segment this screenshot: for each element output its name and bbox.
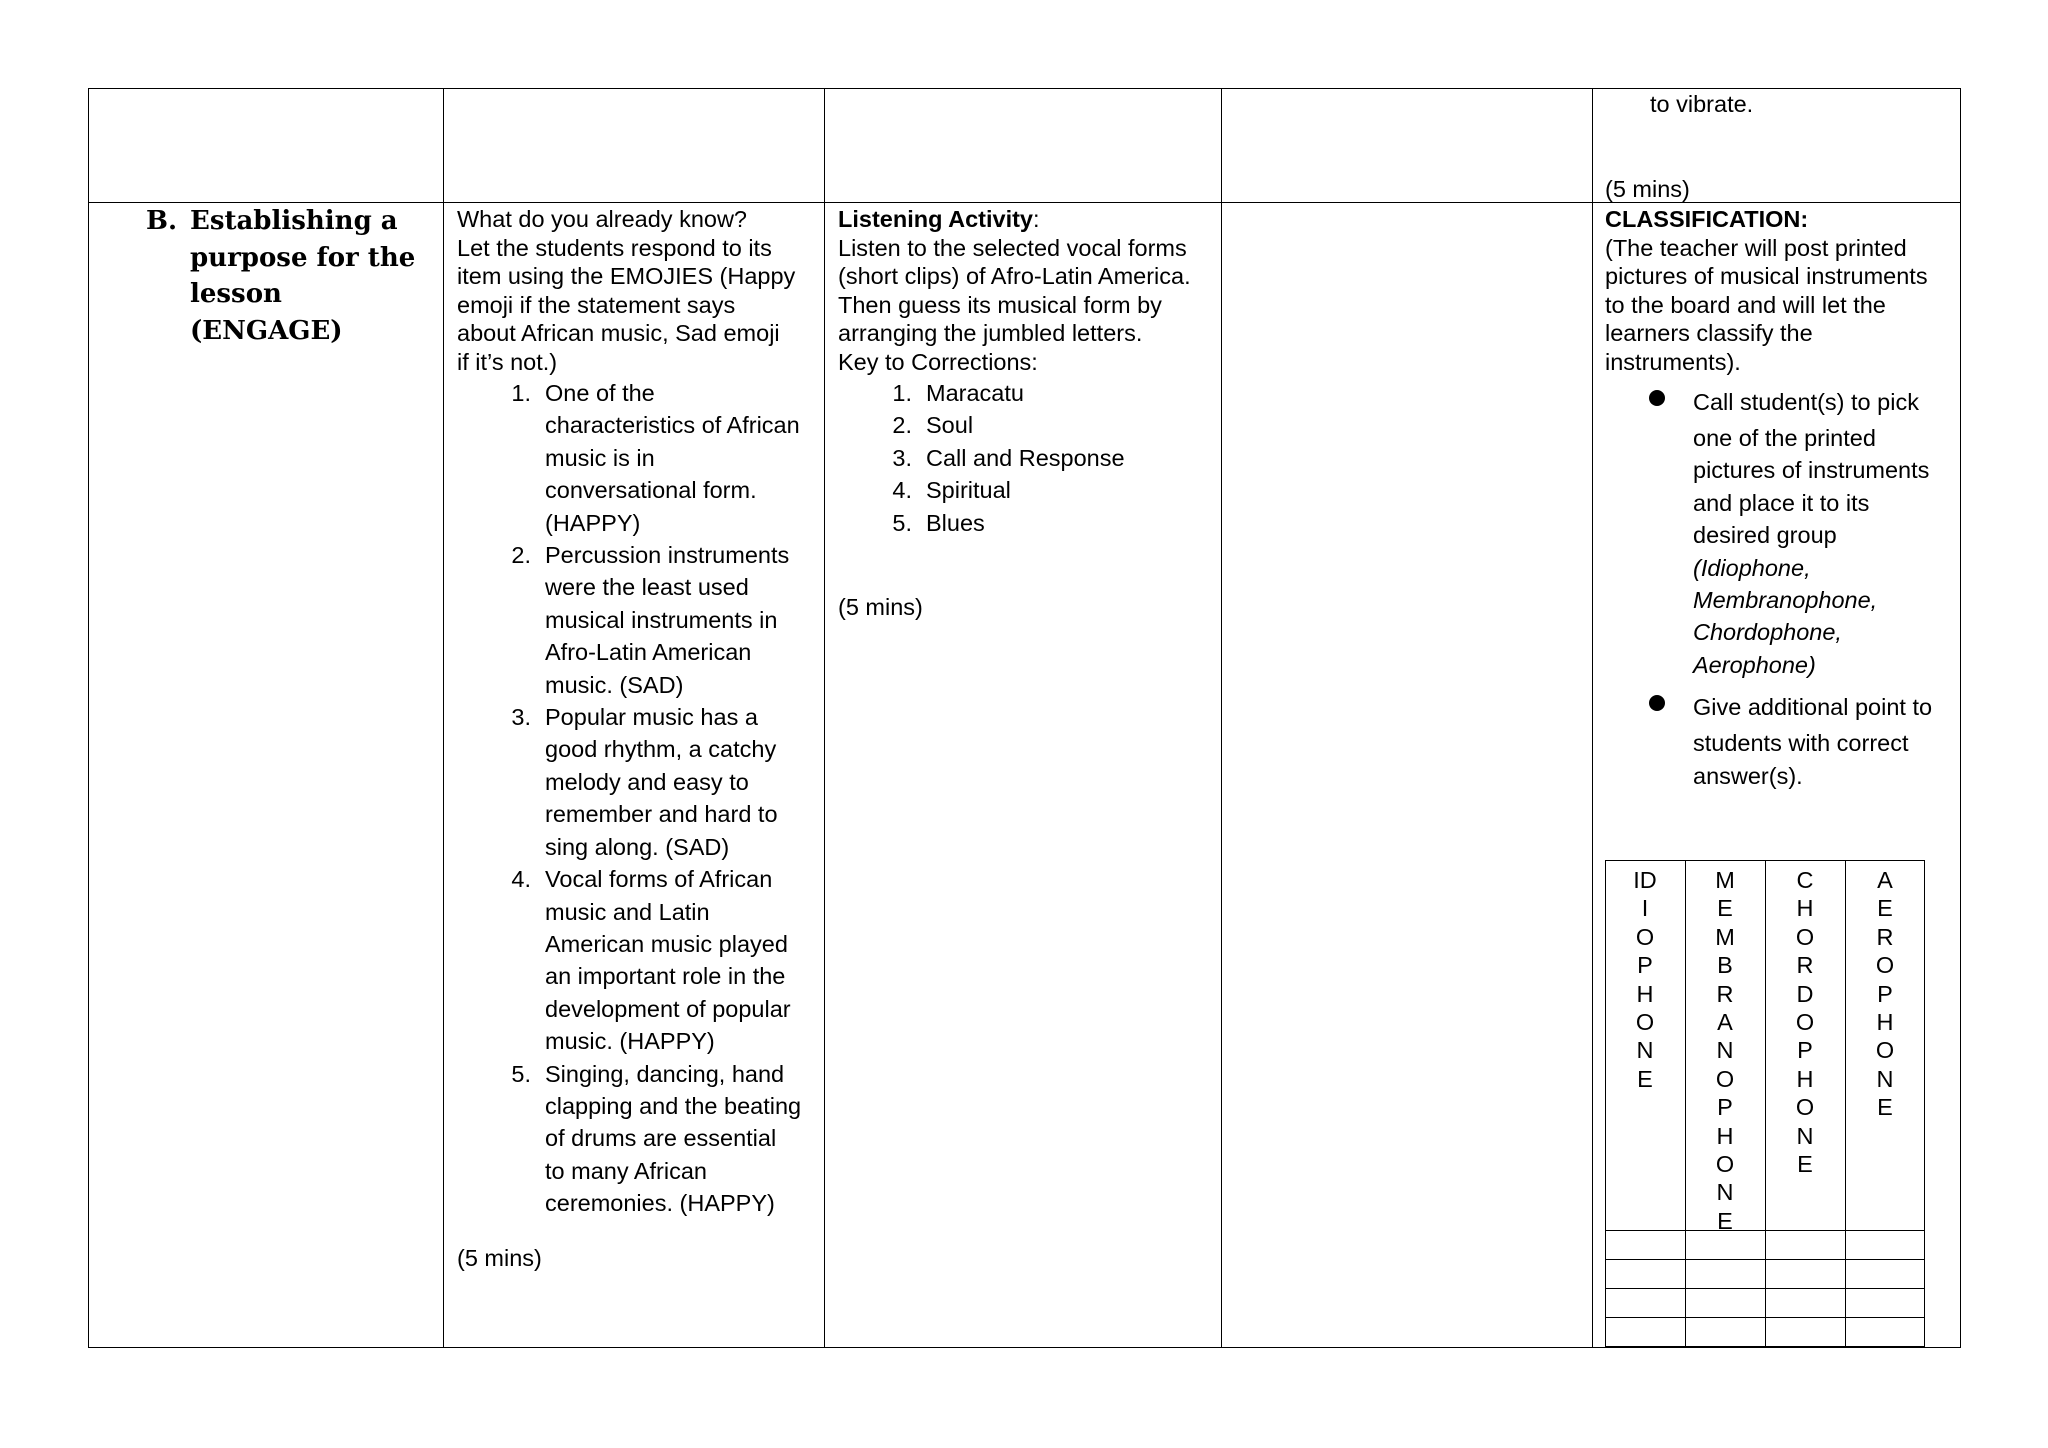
section-letter: B. bbox=[146, 206, 178, 236]
item-line: characteristics of African bbox=[545, 412, 800, 439]
classification-line: to the board and will let the bbox=[1605, 291, 1886, 318]
classification-line: (The teacher will post printed bbox=[1605, 234, 1907, 261]
bullet-item bbox=[1693, 382, 1955, 681]
intro-line: Let the students respond to its bbox=[457, 234, 772, 261]
activity-title-line bbox=[838, 205, 1228, 234]
list-item bbox=[511, 863, 827, 1057]
header-letter: I bbox=[1641, 895, 1649, 922]
activity-title: Listening Activity bbox=[838, 206, 1033, 232]
header-letter: O bbox=[1715, 1065, 1735, 1092]
group-header-chordophone bbox=[1765, 866, 1845, 1178]
table-border-bottom bbox=[88, 1347, 1961, 1348]
header-letter: O bbox=[1795, 923, 1815, 950]
header-letter: R bbox=[1716, 980, 1734, 1007]
header-letter: O bbox=[1635, 923, 1655, 950]
intro-line: emoji if the statement says bbox=[457, 291, 736, 318]
list-item bbox=[892, 442, 1228, 474]
header-letter: C bbox=[1796, 867, 1814, 893]
header-letter: O bbox=[1875, 1037, 1895, 1064]
intro-line: item using the EMOJIES (Happy bbox=[457, 263, 796, 289]
item-line: sing along. (SAD) bbox=[545, 833, 730, 860]
bullet-icon bbox=[1649, 390, 1665, 406]
item-number: 5. bbox=[511, 1060, 531, 1087]
table-border-left bbox=[88, 88, 89, 1348]
header-letter: O bbox=[1795, 1009, 1815, 1036]
heading-line: (ENGAGE) bbox=[190, 315, 343, 346]
item-line: melody and easy to bbox=[545, 768, 749, 795]
top-row-col5-continuation bbox=[1650, 90, 1950, 119]
table-border-top bbox=[88, 88, 1961, 89]
classification-title: CLASSIFICATION: bbox=[1605, 206, 1809, 232]
item-line: an important role in the bbox=[545, 963, 786, 990]
item-number: 3. bbox=[892, 444, 912, 471]
item-number: 2. bbox=[511, 542, 531, 569]
item-text: Spiritual bbox=[926, 477, 1011, 504]
item-number: 1. bbox=[511, 380, 531, 406]
item-number: 5. bbox=[892, 509, 912, 536]
intro-text bbox=[457, 205, 827, 376]
header-letter: N bbox=[1876, 1065, 1894, 1092]
time-allotment: (5 mins) bbox=[457, 1244, 542, 1271]
activity-line: arranging the jumbled letters. bbox=[838, 320, 1143, 346]
item-line: conversational form. bbox=[545, 477, 757, 504]
header-letter: O bbox=[1635, 1009, 1655, 1036]
heading-line: Establishing a bbox=[190, 206, 398, 236]
classification-column bbox=[1605, 205, 1955, 792]
bullet-line: Call student(s) to pick bbox=[1693, 389, 1919, 415]
item-line: musical instruments in bbox=[545, 606, 778, 633]
header-letter: O bbox=[1795, 1094, 1815, 1121]
heading-line: purpose for the bbox=[190, 242, 416, 273]
group-header-idiophone bbox=[1605, 866, 1685, 1093]
item-line: American music played bbox=[545, 930, 788, 957]
header-letter: ID bbox=[1633, 867, 1657, 893]
item-number: 3. bbox=[511, 704, 531, 731]
header-letter: M bbox=[1715, 867, 1735, 893]
classification-grid bbox=[1605, 860, 1925, 1347]
corrections-list bbox=[838, 377, 1228, 539]
header-letter: B bbox=[1717, 952, 1733, 979]
group-names-line: Aerophone) bbox=[1693, 651, 1816, 678]
header-letter: H bbox=[1796, 895, 1814, 922]
header-letter: M bbox=[1715, 923, 1735, 950]
item-number: 2. bbox=[892, 412, 912, 439]
item-line: (HAPPY) bbox=[545, 509, 641, 536]
header-letter: E bbox=[1797, 1151, 1813, 1178]
item-line: music. (HAPPY) bbox=[545, 1028, 715, 1055]
item-line: were the least used bbox=[545, 574, 749, 601]
item-line: to many African bbox=[545, 1157, 707, 1184]
item-line: music and Latin bbox=[545, 898, 710, 925]
header-letter: O bbox=[1715, 1151, 1735, 1178]
item-line: Percussion instruments bbox=[545, 542, 790, 569]
item-text: Maracatu bbox=[926, 380, 1024, 406]
group-names-line: (Idiophone, bbox=[1693, 554, 1811, 581]
bullet-line: Give additional point to bbox=[1693, 694, 1933, 721]
item-line: good rhythm, a catchy bbox=[545, 736, 777, 763]
item-number: 4. bbox=[511, 866, 531, 893]
item-line: Popular music has a bbox=[545, 704, 758, 731]
header-letter: A bbox=[1877, 867, 1893, 893]
item-text: Blues bbox=[926, 509, 985, 536]
item-line: Afro-Latin American bbox=[545, 639, 752, 666]
item-line: development of popular bbox=[545, 995, 791, 1022]
intro-line: What do you already know? bbox=[457, 206, 747, 232]
item-line: music. (SAD) bbox=[545, 671, 684, 698]
activity-line: Then guess its musical form by bbox=[838, 291, 1162, 318]
intro-line: if it’s not.) bbox=[457, 348, 558, 375]
list-item bbox=[892, 409, 1228, 441]
column-divider-1 bbox=[443, 88, 444, 1348]
header-letter: D bbox=[1796, 980, 1814, 1007]
header-letter: P bbox=[1717, 1094, 1733, 1121]
list-item bbox=[892, 377, 1228, 409]
header-letter: N bbox=[1716, 1037, 1734, 1064]
bullet-line: one of the printed bbox=[1693, 425, 1876, 451]
item-text: Call and Response bbox=[926, 444, 1125, 471]
item-text: Soul bbox=[926, 412, 974, 439]
item-line: Vocal forms of African bbox=[545, 866, 773, 893]
heading-line: lesson bbox=[190, 279, 282, 309]
item-line: clapping and the beating bbox=[545, 1092, 802, 1119]
column-divider-4 bbox=[1592, 88, 1593, 1348]
header-letter: P bbox=[1637, 952, 1653, 979]
item-line: of drums are essential bbox=[545, 1125, 777, 1152]
bullet-line: desired group bbox=[1693, 522, 1837, 549]
item-number: 1. bbox=[892, 380, 912, 406]
group-names-line: Chordophone, bbox=[1693, 619, 1842, 646]
header-letter: E bbox=[1637, 1065, 1653, 1092]
item-line: Singing, dancing, hand bbox=[545, 1060, 785, 1087]
list-item bbox=[511, 1058, 827, 1220]
bullet-line: students with correct bbox=[1693, 730, 1909, 757]
bullet-line: answer(s). bbox=[1693, 762, 1803, 789]
header-letter: H bbox=[1876, 1009, 1894, 1036]
list-item bbox=[511, 539, 827, 701]
list-item bbox=[511, 377, 827, 539]
classification-line: pictures of musical instruments bbox=[1605, 263, 1928, 289]
continued-text: to vibrate. bbox=[1650, 91, 1754, 117]
header-letter: R bbox=[1876, 923, 1894, 950]
header-letter: O bbox=[1875, 952, 1895, 979]
header-letter: E bbox=[1877, 895, 1893, 922]
item-number: 4. bbox=[892, 477, 912, 504]
group-header-membranophone bbox=[1685, 866, 1765, 1235]
activity-line: Key to Corrections: bbox=[838, 348, 1038, 375]
header-letter: E bbox=[1717, 1207, 1733, 1234]
bullet-line: pictures of instruments bbox=[1693, 457, 1930, 484]
item-line: ceremonies. (HAPPY) bbox=[545, 1190, 775, 1217]
header-letter: R bbox=[1796, 952, 1814, 979]
listening-activity-column bbox=[838, 205, 1228, 622]
top-row-col5-time bbox=[1605, 175, 1905, 204]
list-item bbox=[511, 701, 827, 863]
list-item bbox=[892, 474, 1228, 506]
header-letter: H bbox=[1796, 1065, 1814, 1092]
bullet-icon bbox=[1649, 695, 1665, 711]
group-header-aerophone bbox=[1845, 866, 1925, 1122]
header-letter: A bbox=[1717, 1009, 1733, 1036]
header-letter: P bbox=[1797, 1037, 1813, 1064]
item-line: music is in bbox=[545, 444, 655, 471]
header-letter: N bbox=[1636, 1037, 1654, 1064]
group-names-line: Membranophone, bbox=[1693, 587, 1878, 614]
bullet-line: and place it to its bbox=[1693, 489, 1870, 516]
instruction-bullets bbox=[1605, 382, 1955, 792]
time-allotment: (5 mins) bbox=[838, 594, 923, 621]
time-allotment: (5 mins) bbox=[1605, 176, 1690, 202]
header-letter: N bbox=[1796, 1122, 1814, 1149]
header-letter: N bbox=[1716, 1179, 1734, 1206]
activity-line: Listen to the selected vocal forms bbox=[838, 234, 1187, 261]
table-border-right bbox=[1960, 88, 1961, 1348]
header-letter: E bbox=[1877, 1094, 1893, 1121]
classification-line: learners classify the bbox=[1605, 320, 1813, 346]
item-line: One of the bbox=[545, 380, 655, 406]
header-letter: P bbox=[1877, 980, 1893, 1007]
classification-line: instruments). bbox=[1605, 348, 1741, 375]
header-letter: H bbox=[1636, 980, 1654, 1007]
section-heading bbox=[146, 203, 436, 349]
header-letter: H bbox=[1716, 1122, 1734, 1149]
emoji-statement-list bbox=[457, 377, 827, 1220]
activity-line: (short clips) of Afro-Latin America. bbox=[838, 263, 1191, 289]
activity-title-suffix: : bbox=[1033, 206, 1040, 232]
bullet-item bbox=[1693, 687, 1955, 792]
header-letter: E bbox=[1717, 895, 1733, 922]
list-item bbox=[892, 507, 1228, 539]
item-line: remember and hard to bbox=[545, 801, 778, 828]
engage-activity-column bbox=[457, 205, 827, 1272]
intro-line: about African music, Sad emoji bbox=[457, 320, 780, 346]
